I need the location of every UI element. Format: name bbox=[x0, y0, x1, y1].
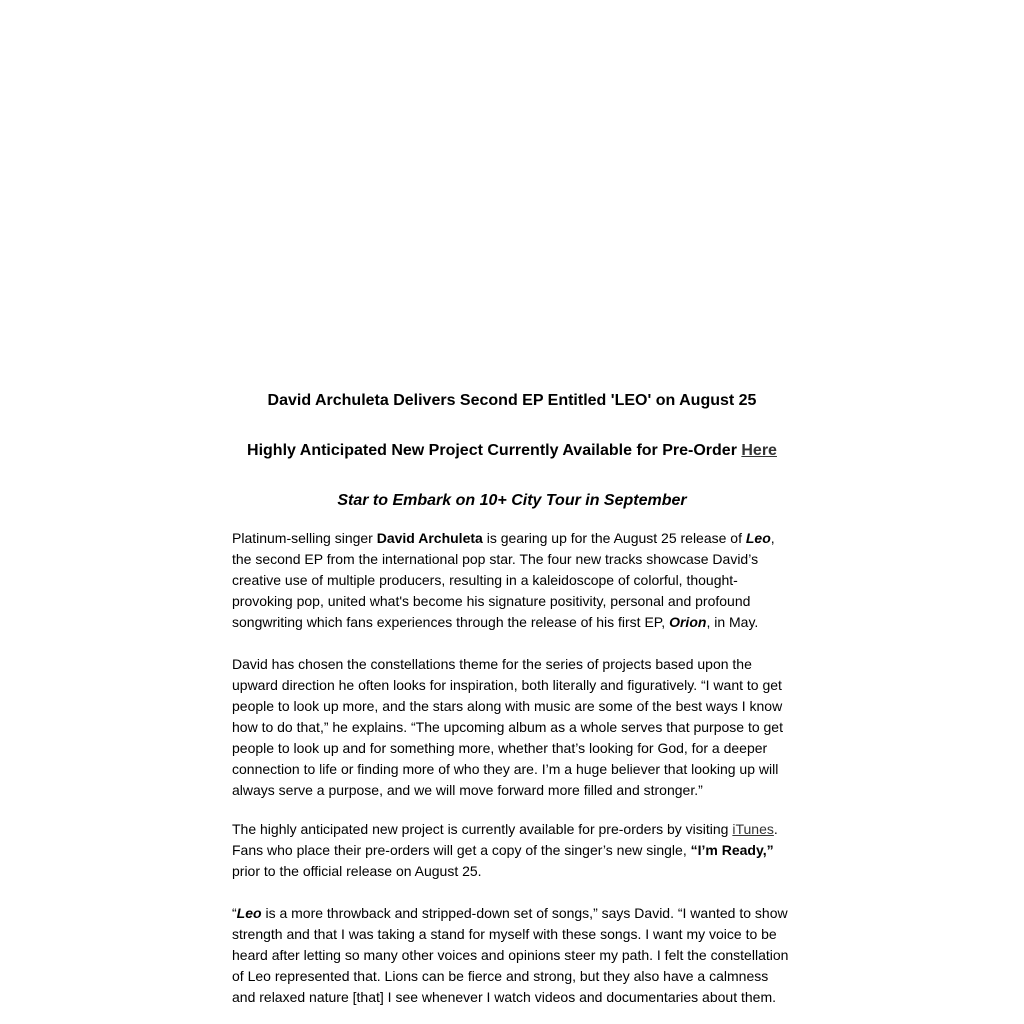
paragraph-leo-quote bbox=[232, 903, 792, 1008]
p1-text-1: Platinum-selling singer bbox=[232, 530, 377, 546]
p1-text-4: , in May. bbox=[706, 614, 759, 630]
p3-text-1: The highly anticipated new project is currently available for pre-orders by visiting bbox=[232, 821, 733, 837]
ep-title-leo-quote: Leo bbox=[236, 905, 262, 921]
paragraph-preorder bbox=[232, 819, 792, 882]
itunes-link[interactable]: iTunes bbox=[732, 821, 774, 837]
p1-text-3: , the second EP from the international pop star. The four new tracks showcase David’s creative use of multiple producers, resulting in a kaleidoscope of colorful, thought-provoking pop, united what's become his signature positivity, personal and profound songwriting which fans experiences through the release of his first EP, bbox=[232, 530, 775, 630]
pre-order-link[interactable]: Here bbox=[741, 442, 777, 459]
p3-text-3: prior to the official release on August 25. bbox=[232, 863, 482, 879]
headline-subtitle-text: Highly Anticipated New Project Currently Available for Pre-Order bbox=[247, 442, 737, 459]
artist-name: David Archuleta bbox=[376, 530, 483, 546]
ep-title-orion: Orion bbox=[669, 614, 707, 630]
single-title: “I’m Ready,” bbox=[690, 842, 774, 858]
press-release bbox=[232, 388, 792, 1008]
paragraph-constellations: David has chosen the constellations theme for the series of projects based upon the upward direction he often looks for inspiration, both literally and figuratively. “I want to get people to look up more, and the stars along with music are some of the best ways I know how to do that,” he explains. “The upcoming album as a whole serves that purpose to get people to look up and for something more, whether that’s looking for God, for a deeper connection to life or finding more of who they are. I’m a huge believer that looking up will always serve a purpose, and we will move forward more filled and stronger.” bbox=[232, 656, 783, 798]
p1-text-2: is gearing up for the August 25 release of bbox=[482, 530, 746, 546]
p4-text-1: is a more throwback and stripped-down set of songs,” says David. “I wanted to show strength and that I was taking a stand for myself with these songs. I want my voice to be heard after letting so many other voices and opinions steer my path. I felt the constellation of Leo represented that. Lions can be fierce and strong, but they also have a calmness and relaxed nature [that] I see whenever I watch videos and documentaries about them. bbox=[232, 905, 789, 1005]
headline-tagline: Star to Embark on 10+ City Tour in September bbox=[337, 492, 687, 509]
p4-text-0: “ bbox=[232, 905, 237, 921]
p3-text-2: . Fans who place their pre-orders will get a copy of the singer’s new single, bbox=[232, 821, 778, 858]
paragraph-intro bbox=[232, 528, 792, 633]
headline-subtitle bbox=[232, 438, 792, 464]
ep-title-leo: Leo bbox=[745, 530, 771, 546]
headline-title: David Archuleta Delivers Second EP Entitled 'LEO' on August 25 bbox=[267, 392, 757, 409]
